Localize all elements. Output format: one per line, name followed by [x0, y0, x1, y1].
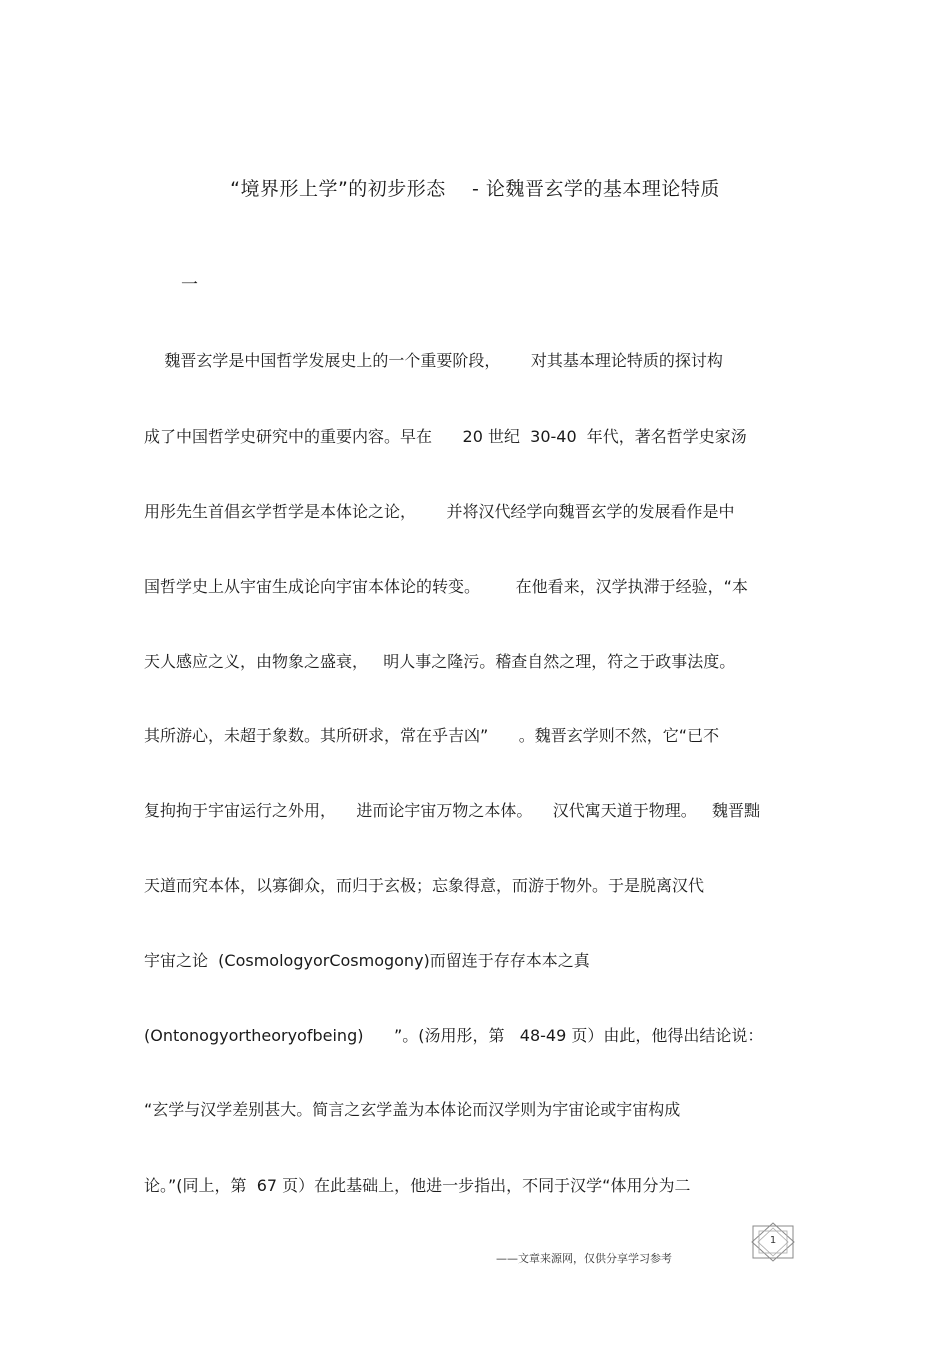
page-number-badge [750, 1222, 796, 1262]
section-number: 一 [181, 275, 198, 295]
document-title: “境界形上学”的初步形态 - 论魏晋玄学的基本理论特质 [230, 178, 720, 200]
body-line: 天道而究本体，以寡御众，而归于玄极；忘象得意，而游于物外。于是脱离汉代 [144, 876, 705, 895]
footer-source-note: ——文章来源网，仅供分享学习参考 [496, 1252, 672, 1265]
body-line: 天人感应之义，由物象之盛衰， 明人事之隆污。稽查自然之理，符之于政事法度。 [144, 652, 736, 671]
body-line: 成了中国哲学史研究中的重要内容。早在 20 世纪 30-40 年代，著名哲学史家汤 [144, 427, 747, 446]
body-line: (Ontonogyortheoryofbeing) ”。(汤用彤，第 48-49 页）由此，他得出结论说： [144, 1026, 764, 1045]
body-line: “玄学与汉学差别甚大。简言之玄学盖为本体论而汉学则为宇宙论或宇宙构成 [144, 1100, 681, 1119]
body-line: 魏晋玄学是中国哲学发展史上的一个重要阶段， 对其基本理论特质的探讨构 [144, 351, 723, 370]
page-number: 1 [769, 1235, 777, 1246]
body-line: 国哲学史上从宇宙生成论向宇宙本体论的转变。 在他看来，汉学执滞于经验，“本 [144, 577, 748, 596]
body-line: 用彤先生首倡玄学哲学是本体论之论， 并将汉代经学向魏晋玄学的发展看作是中 [144, 502, 735, 521]
body-line: 其所游心，未超于象数。其所研求，常在乎吉凶” 。魏晋玄学则不然，它“已不 [144, 726, 720, 745]
body-line: 复拘拘于宇宙运行之外用， 进而论宇宙万物之本体。 汉代寓天道于物理。 魏晋黜 [144, 801, 760, 820]
body-line: 论。”(同上，第 67 页）在此基础上，他进一步指出，不同于汉学“体用分为二 [144, 1176, 691, 1195]
body-line: 宇宙之论 (CosmologyorCosmogony)而留连于存存本本之真 [144, 951, 590, 970]
